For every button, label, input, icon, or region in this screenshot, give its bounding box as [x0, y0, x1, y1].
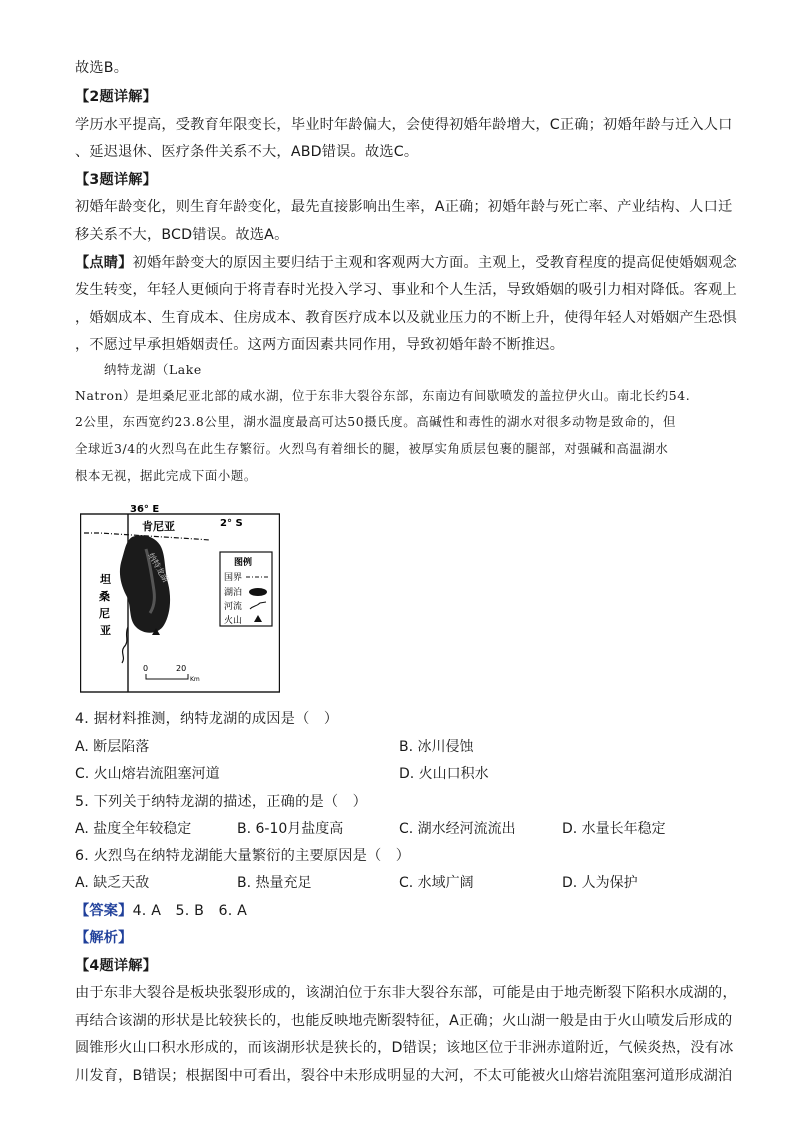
section-heading-q3: 【3题详解】	[75, 172, 158, 188]
analysis-heading: 【解析】	[75, 930, 133, 946]
tanzania-char-4: 亚	[100, 624, 111, 637]
material-line: 全球近3/4的火烈鸟在此生存繁衍。火烈鸟有着细长的腿，被厚实角质层包裹的腿部，对强碱和高温湖水	[75, 441, 669, 456]
text-line: ，不愿过早承担婚姻责任。这两方面因素共同作用，导致初婚年龄不断推迟。	[75, 337, 565, 353]
text-line: 川发育，B错误；根据图中可看出，裂谷中未形成明显的大河，不太可能被火山熔岩流阻塞河道形成湖泊	[75, 1068, 733, 1084]
section-heading-q2: 【2题详解】	[75, 89, 158, 105]
answer-line	[75, 901, 247, 921]
q6-option-d[interactable]: D. 人为保护	[562, 875, 638, 891]
tanzania-char-2: 桑	[99, 590, 110, 603]
section-heading-q4: 【4题详解】	[75, 958, 158, 974]
text-line: 学历水平提高，受教育年限变长，毕业时年龄偏大，会使得初婚年龄增大，C正确；初婚年龄与迁入人口	[75, 117, 733, 133]
question-6: 6. 火烈鸟在纳特龙湖能大量繁衍的主要原因是（ ）	[75, 848, 411, 864]
text-line: 初婚年龄变化，则生育年龄变化，最先直接影响出生率，A正确；初婚年龄与死亡率、产业结构、人口迁	[75, 199, 733, 215]
legend-lake-symbol	[249, 588, 267, 596]
tip-text: 初婚年龄变大的原因主要归结于主观和客观两大方面。主观上，受教育程度的提高促使婚姻观念	[132, 255, 737, 271]
legend-title: 图例	[234, 558, 253, 568]
q4-option-d[interactable]: D. 火山口积水	[399, 766, 489, 782]
text-line: 移关系不大，BCD错误。故选A。	[75, 227, 289, 243]
kenya-label: 肯尼亚	[142, 520, 175, 533]
scale-unit: Km	[190, 676, 200, 683]
answer-tag: 【答案】	[75, 903, 133, 919]
scale-twenty: 20	[176, 664, 187, 673]
q5-option-a[interactable]: A. 盐度全年较稳定	[75, 821, 192, 837]
answer-values: 4. A 5. B 6. A	[132, 903, 248, 919]
question-4: 4. 据材料推测，纳特龙湖的成因是（ ）	[75, 711, 339, 727]
q4-option-b[interactable]: B. 冰川侵蚀	[399, 739, 474, 755]
lake-natron-map	[80, 503, 280, 693]
q5-option-c[interactable]: C. 湖水经河流流出	[399, 821, 516, 837]
legend-item-river: 河流	[224, 602, 243, 612]
lat-label: 2° S	[220, 518, 243, 529]
material-line: 2公里，东西宽约23.8公里，湖水温度最高可达50摄氏度。高碱性和毒性的湖水对很多动物是致命的，但	[75, 414, 677, 429]
text-line: 再结合该湖的形状是比较狭长的，也能反映地壳断裂特征，A正确；火山湖一般是由于火山喷发后形成的	[75, 1013, 733, 1029]
q5-option-b[interactable]: B. 6-10月盐度高	[237, 821, 344, 837]
tip-tag: 【点睛】	[75, 255, 133, 271]
material-line: Natron）是坦桑尼亚北部的咸水湖，位于东非大裂谷东部，东南边有间歇喷发的盖拉伊火山。南北长约54.	[75, 388, 691, 403]
lon-label: 36° E	[130, 504, 160, 515]
material-line: 纳特龙湖（Lake	[104, 362, 202, 377]
q5-option-d[interactable]: D. 水量长年稳定	[562, 821, 666, 837]
text-line: 发生转变，年轻人更倾向于将青春时光投入学习、事业和个人生活，导致婚姻的吸引力相对降低。客观上	[75, 282, 737, 298]
text-line: 由于东非大裂谷是板块张裂形成的，该湖泊位于东非大裂谷东部，可能是由于地壳断裂下陷积水成湖的，	[75, 985, 737, 1001]
text-line: ，婚姻成本、生育成本、住房成本、教育医疗成本以及就业压力的不断上升，使得年轻人对婚姻产生恐惧	[75, 310, 737, 326]
scale-zero: 0	[143, 664, 149, 673]
tanzania-char-1: 坦	[100, 573, 111, 586]
q6-option-b[interactable]: B. 热量充足	[237, 875, 312, 891]
text-line	[75, 253, 737, 273]
lake-name-label: 纳特龙湖	[146, 551, 171, 584]
q6-option-c[interactable]: C. 水域广阔	[399, 875, 474, 891]
legend-item-lake: 湖泊	[224, 588, 243, 598]
text-line: 故选B。	[75, 60, 129, 76]
legend-item-border: 国界	[224, 573, 243, 583]
text-line: 、延迟退休、医疗条件关系不大，ABD错误。故选C。	[75, 144, 419, 160]
tanzania-char-3: 尼	[99, 607, 110, 620]
question-5: 5. 下列关于纳特龙湖的描述，正确的是（ ）	[75, 794, 368, 810]
q6-option-a[interactable]: A. 缺乏天敌	[75, 875, 150, 891]
q4-option-a[interactable]: A. 断层陷落	[75, 739, 150, 755]
q4-option-c[interactable]: C. 火山熔岩流阻塞河道	[75, 766, 220, 782]
text-line: 圆锥形火山口积水形成的，而该湖形状是狭长的，D错误；该地区位于非洲赤道附近，气候炎热，没有冰	[75, 1040, 734, 1056]
material-line: 根本无视，据此完成下面小题。	[75, 468, 257, 483]
legend-item-volcano: 火山	[224, 616, 243, 626]
